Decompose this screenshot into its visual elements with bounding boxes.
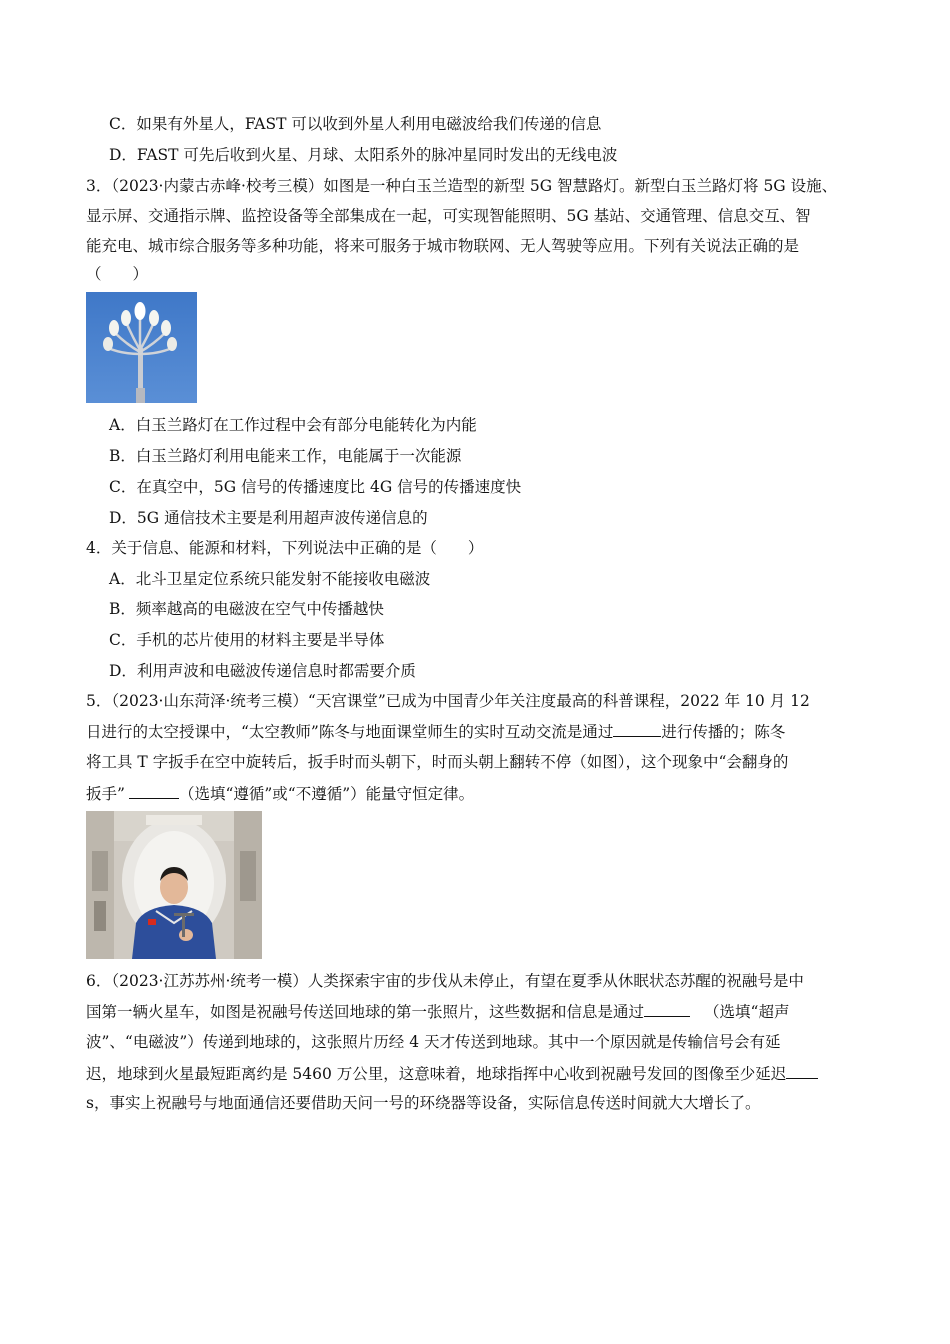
q4-option-b: B．频率越高的电磁波在空气中传播越快 [109,600,384,618]
astronaut-image [86,811,262,959]
q3-stem-line4: （ ） [86,265,149,283]
q6-stem-line3: 波”、“电磁波”）传递到地球的，这张照片历经 4 天才传送到地球。其中一个原因就是传输信号会有延 [86,1033,781,1051]
q2-option-d: D．FAST 可先后收到火星、月球、太阳系外的脉冲星同时发出的无线电波 [109,146,618,164]
q6-stem-line4-part1: 迟，地球到火星最短距离约是 5460 万公里，这意味着，地球指挥中心收到祝融号发回的图像至少延迟 [86,1065,787,1083]
q6-answer-blank-1[interactable] [644,1000,690,1017]
q4-option-a: A．北斗卫星定位系统只能发射不能接收电磁波 [109,570,431,588]
q5-stem-line1: 5．（2023·山东菏泽·统考三模）“天宫课堂”已成为中国青少年关注度最高的科普课程，2022 年 10 月 12 [86,692,810,710]
q3-option-a: A．白玉兰路灯在工作过程中会有部分电能转化为内能 [109,416,477,434]
q3-stem-line3: 能充电、城市综合服务等多种功能，将来可服务于城市物联网、无人驾驶等应用。下列有关说法正确的是 [86,237,800,255]
q6-stem-line1: 6．（2023·江苏苏州·统考一模）人类探索宇宙的步伐从未停止，有望在夏季从休眠状态苏醒的祝融号是中 [86,972,804,990]
q2-option-c: C．如果有外星人，FAST 可以收到外星人利用电磁波给我们传递的信息 [109,115,602,133]
q5-stem-line4 [86,782,474,804]
q4-option-c: C．手机的芯片使用的材料主要是半导体 [109,631,385,649]
q5-stem-line3: 将工具 T 字扳手在空中旋转后，扳手时而头朝下，时而头朝上翻转不停（如图），这个现象中“会翻身的 [86,753,789,771]
q4-option-d: D．利用声波和电磁波传递信息时都需要介质 [109,662,416,680]
q5-stem-line4-part1: 扳手” [86,785,125,803]
q5-stem-line2 [86,720,785,742]
q4-stem: 4．关于信息、能源和材料，下列说法中正确的是（ ） [86,539,484,557]
q6-answer-blank-2[interactable] [786,1062,818,1079]
q3-stem-line2: 显示屏、交通指示牌、监控设备等全部集成在一起，可实现智能照明、5G 基站、交通管理、信息交互、智 [86,207,811,225]
q5-stem-line2-part2: 进行传播的；陈冬 [661,723,786,741]
q3-option-d: D．5G 通信技术主要是利用超声波传递信息的 [109,509,428,527]
q3-option-c: C．在真空中，5G 信号的传播速度比 4G 信号的传播速度快 [109,478,522,496]
q6-stem-line2-part1: 国第一辆火星车，如图是祝融号传送回地球的第一张照片，这些数据和信息是通过 [86,1003,645,1021]
q6-stem-line2-part2: （选填“超声 [704,1003,790,1021]
q6-stem-line4 [86,1062,818,1084]
q5-answer-blank-2[interactable] [129,782,179,799]
streetlamp-image [86,292,197,403]
q6-stem-line5: s，事实上祝融号与地面通信还要借助天问一号的环绕器等设备，实际信息传送时间就大大增长了。 [86,1094,761,1112]
q3-stem-line1: 3．（2023·内蒙古赤峰·校考三模）如图是一种白玉兰造型的新型 5G 智慧路灯。新型白玉兰路灯将 5G 设施、 [86,177,838,195]
q3-option-b: B．白玉兰路灯利用电能来工作，电能属于一次能源 [109,447,462,465]
q5-stem-line4-part2: （选填“遵循”或“不遵循”）能量守恒定律。 [178,785,475,803]
q6-stem-line2 [86,1000,789,1022]
q5-stem-line2-part1: 日进行的太空授课中，“太空教师”陈冬与地面课堂师生的实时互动交流是通过 [86,723,614,741]
q5-answer-blank-1[interactable] [613,720,661,737]
